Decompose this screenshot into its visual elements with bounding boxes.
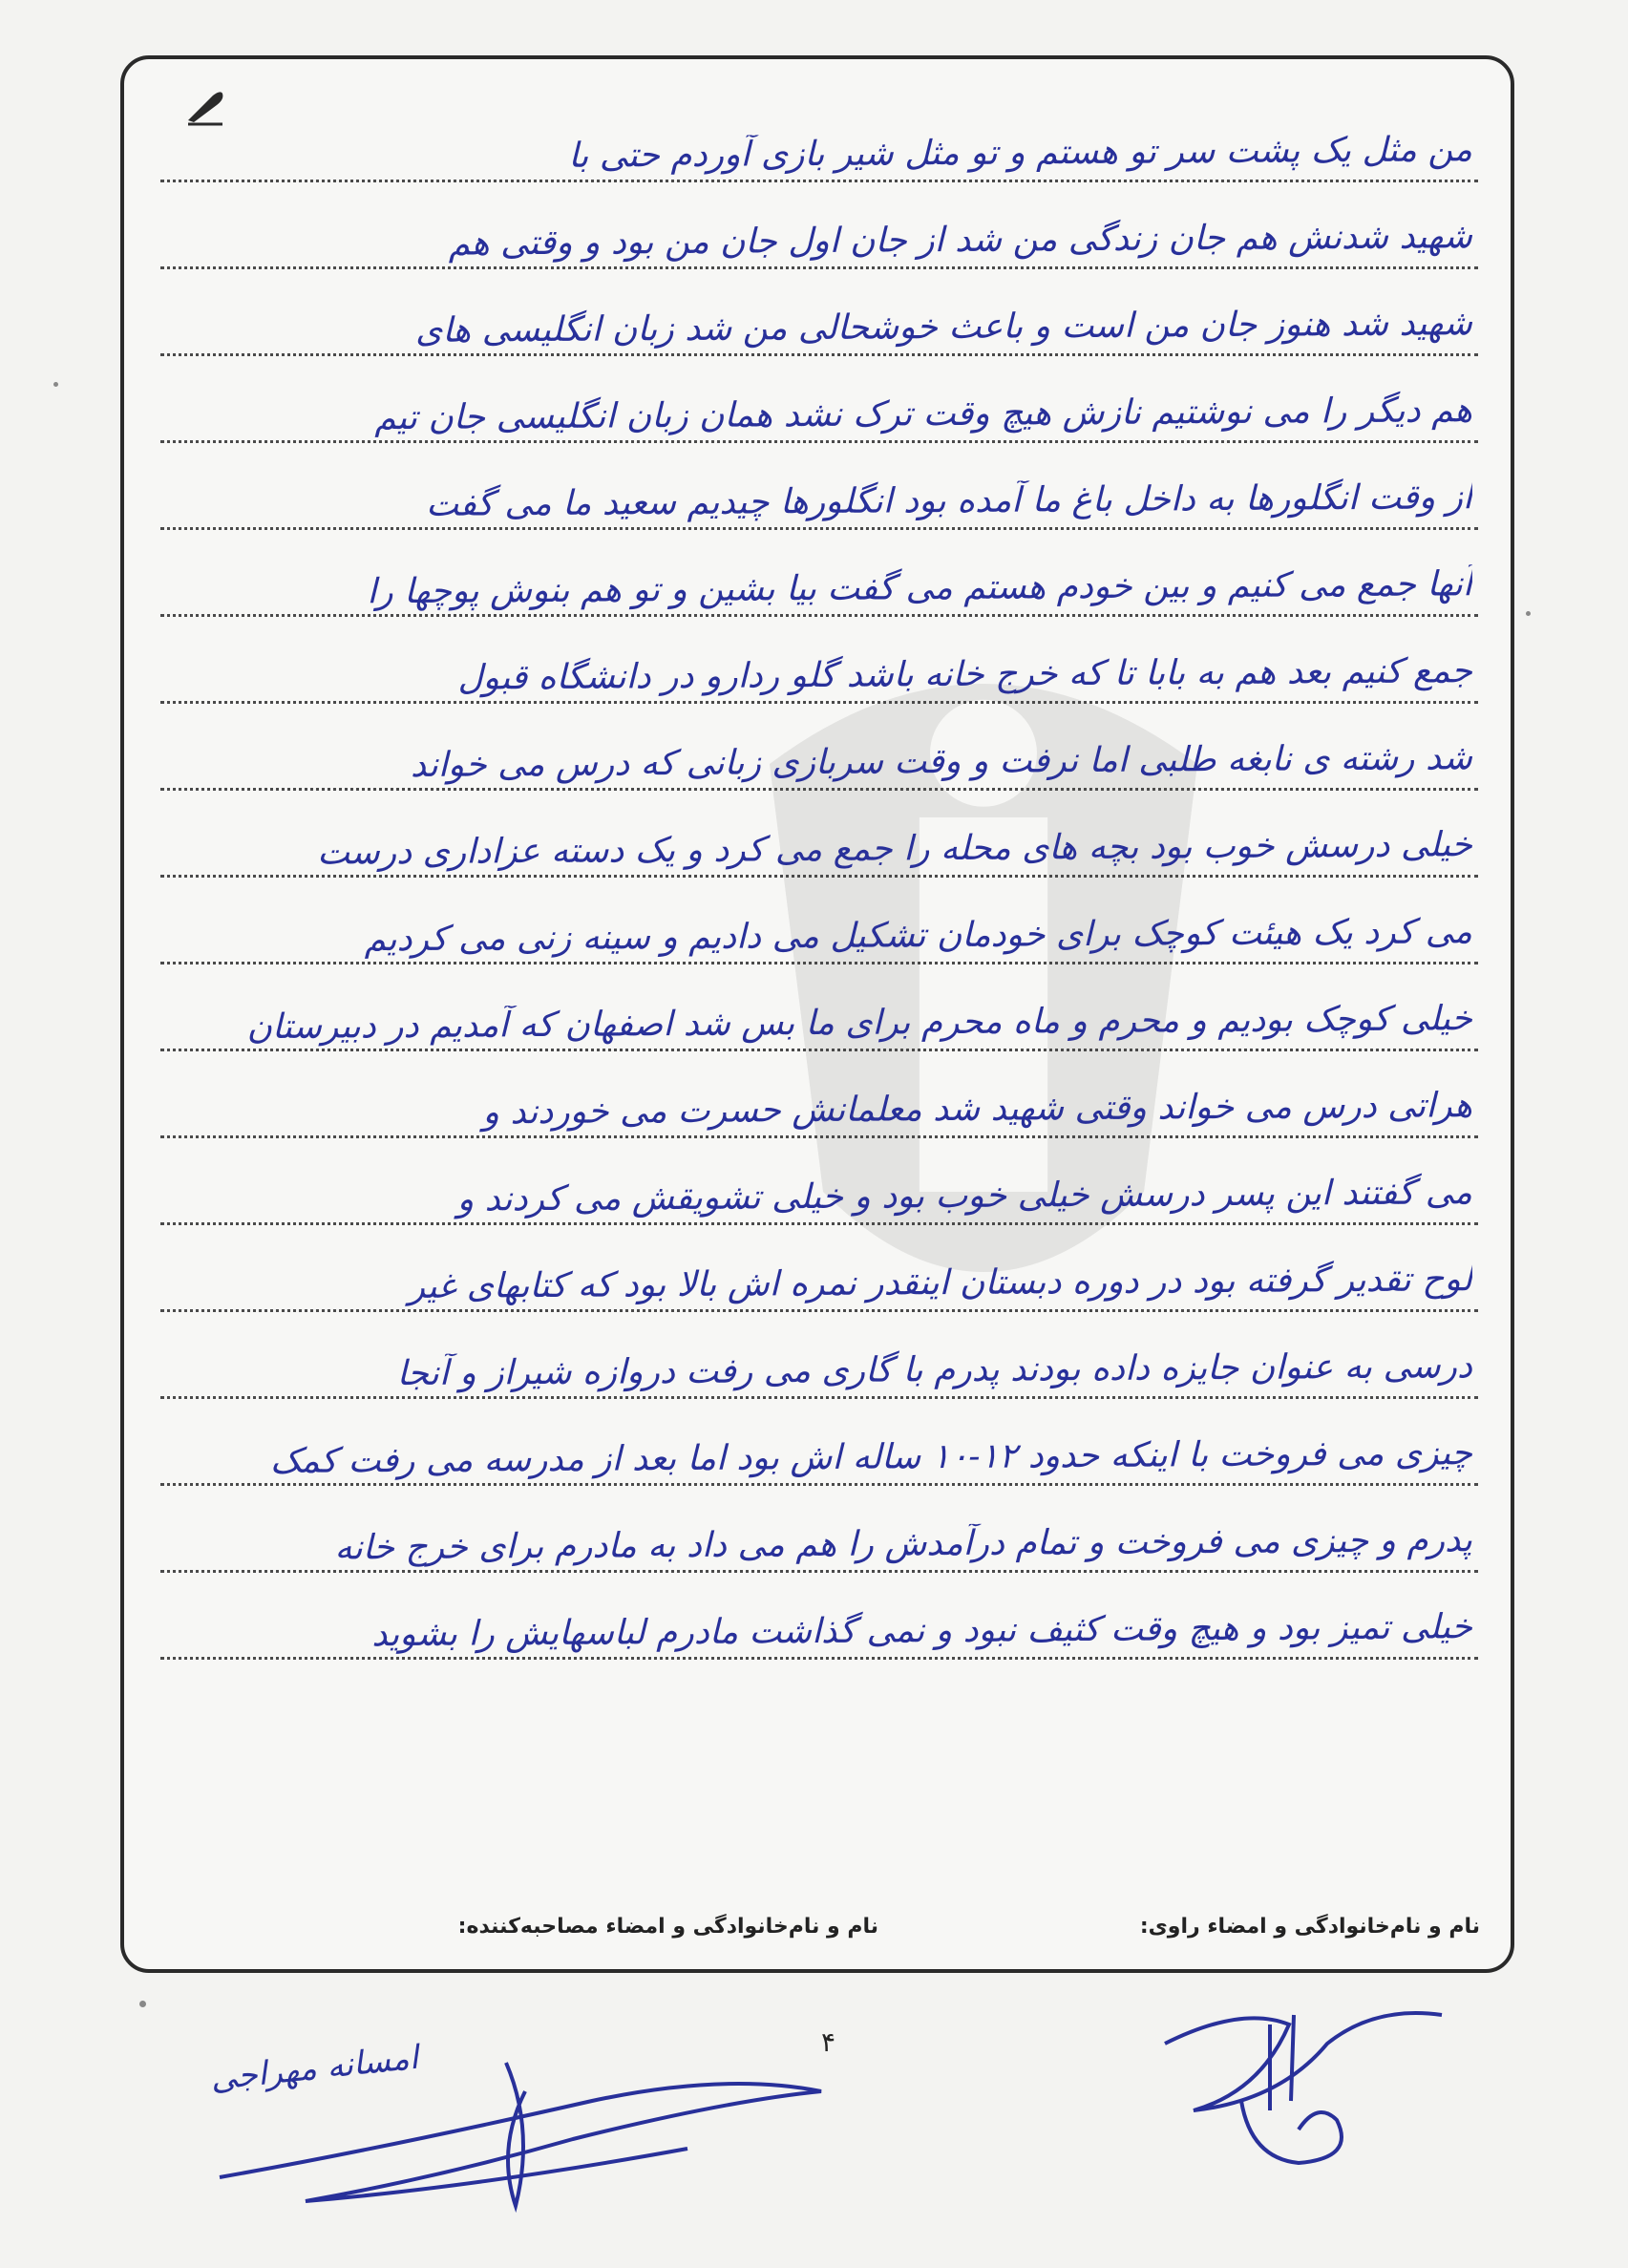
text-line: چیزی می فروخت با اینکه حدود ۱۲-۱۰ ساله اش بود اما بعد از مدرسه می رفت کمک xyxy=(160,1399,1478,1486)
text-line: از وقت انگلورها به داخل باغ ما آمده بود انگلورها چیدیم سعید ما می گفت xyxy=(160,443,1478,530)
text-line: خیلی کوچک بودیم و محرم و ماه محرم برای ما بس شد اصفهان که آمدیم در دبیرستان xyxy=(160,964,1478,1051)
interviewer-label: نام و نام‌خانوادگی و امضاء مصاحبه‌کننده: xyxy=(457,1915,878,1939)
text-line: خیلی درسش خوب بود بچه های محله را جمع می کرد و یک دسته عزاداری درست xyxy=(160,791,1478,878)
page-number: ۴ xyxy=(821,2026,836,2058)
signature-labels xyxy=(143,1915,1490,1953)
scan-speck xyxy=(1526,611,1531,616)
text-line: درسی به عنوان جایزه داده بودند پدرم با گاری می رفت دروازه شیراز و آنجا xyxy=(160,1312,1478,1399)
text-line: آنها جمع می کنیم و بین خودم هستم می گفت بیا بشین و تو هم بنوش پوچها را xyxy=(160,530,1478,617)
interviewer-signature xyxy=(1127,1986,1490,2177)
text-line: می گفتند این پسر درسش خیلی خوب بود و خیلی تشویقش می کردند و xyxy=(160,1138,1478,1225)
text-line: هم دیگر را می نوشتیم نازش هیچ وقت ترک نشد همان زبان انگلیسی جان تیم xyxy=(160,356,1478,443)
text-line: پدرم و چیزی می فروخت و تمام درآمدش را هم می داد به مادرم برای خرج خانه xyxy=(160,1486,1478,1573)
scan-speck xyxy=(53,382,58,387)
text-line: شد رشته ی نابغه طلبی اما نرفت و وقت سربازی زبانی که درس می خواند xyxy=(160,704,1478,791)
text-line: شهید شد هنوز جان من است و باعث خوشحالی من شد زبان انگلیسی های xyxy=(160,269,1478,356)
handwritten-text xyxy=(160,95,1478,1660)
scan-speck xyxy=(139,2001,146,2007)
narrator-label: نام و نام‌خانوادگی و امضاء راوی: xyxy=(1139,1915,1480,1939)
text-line: جمع کنیم بعد هم به بابا تا که خرج خانه باشد گلو ردارو در دانشگاه قبول xyxy=(160,617,1478,704)
text-line: هراتی درس می خواند وقتی شهید شد معلمانش حسرت می خوردند و xyxy=(160,1051,1478,1138)
text-line: شهید شدنش هم جان زندگی من شد از جان اول جان من بود و وقتی هم xyxy=(160,182,1478,269)
narrator-signature-text: امسانه مهراجی xyxy=(208,2038,420,2099)
text-line: لوح تقدیر گرفته بود در دوره دبستان اینقدر نمره اش بالا بود که کتابهای غیر xyxy=(160,1225,1478,1312)
text-line: می کرد یک هیئت کوچک برای خودمان تشکیل می دادیم و سینه زنی می کردیم xyxy=(160,878,1478,964)
text-line: من مثل یک پشت سر تو هستم و تو مثل شیر بازی آوردم حتی با xyxy=(160,95,1478,182)
text-line: خیلی تمیز بود و هیچ وقت کثیف نبود و نمی گذاشت مادرم لباسهایش را بشوید xyxy=(160,1573,1478,1660)
